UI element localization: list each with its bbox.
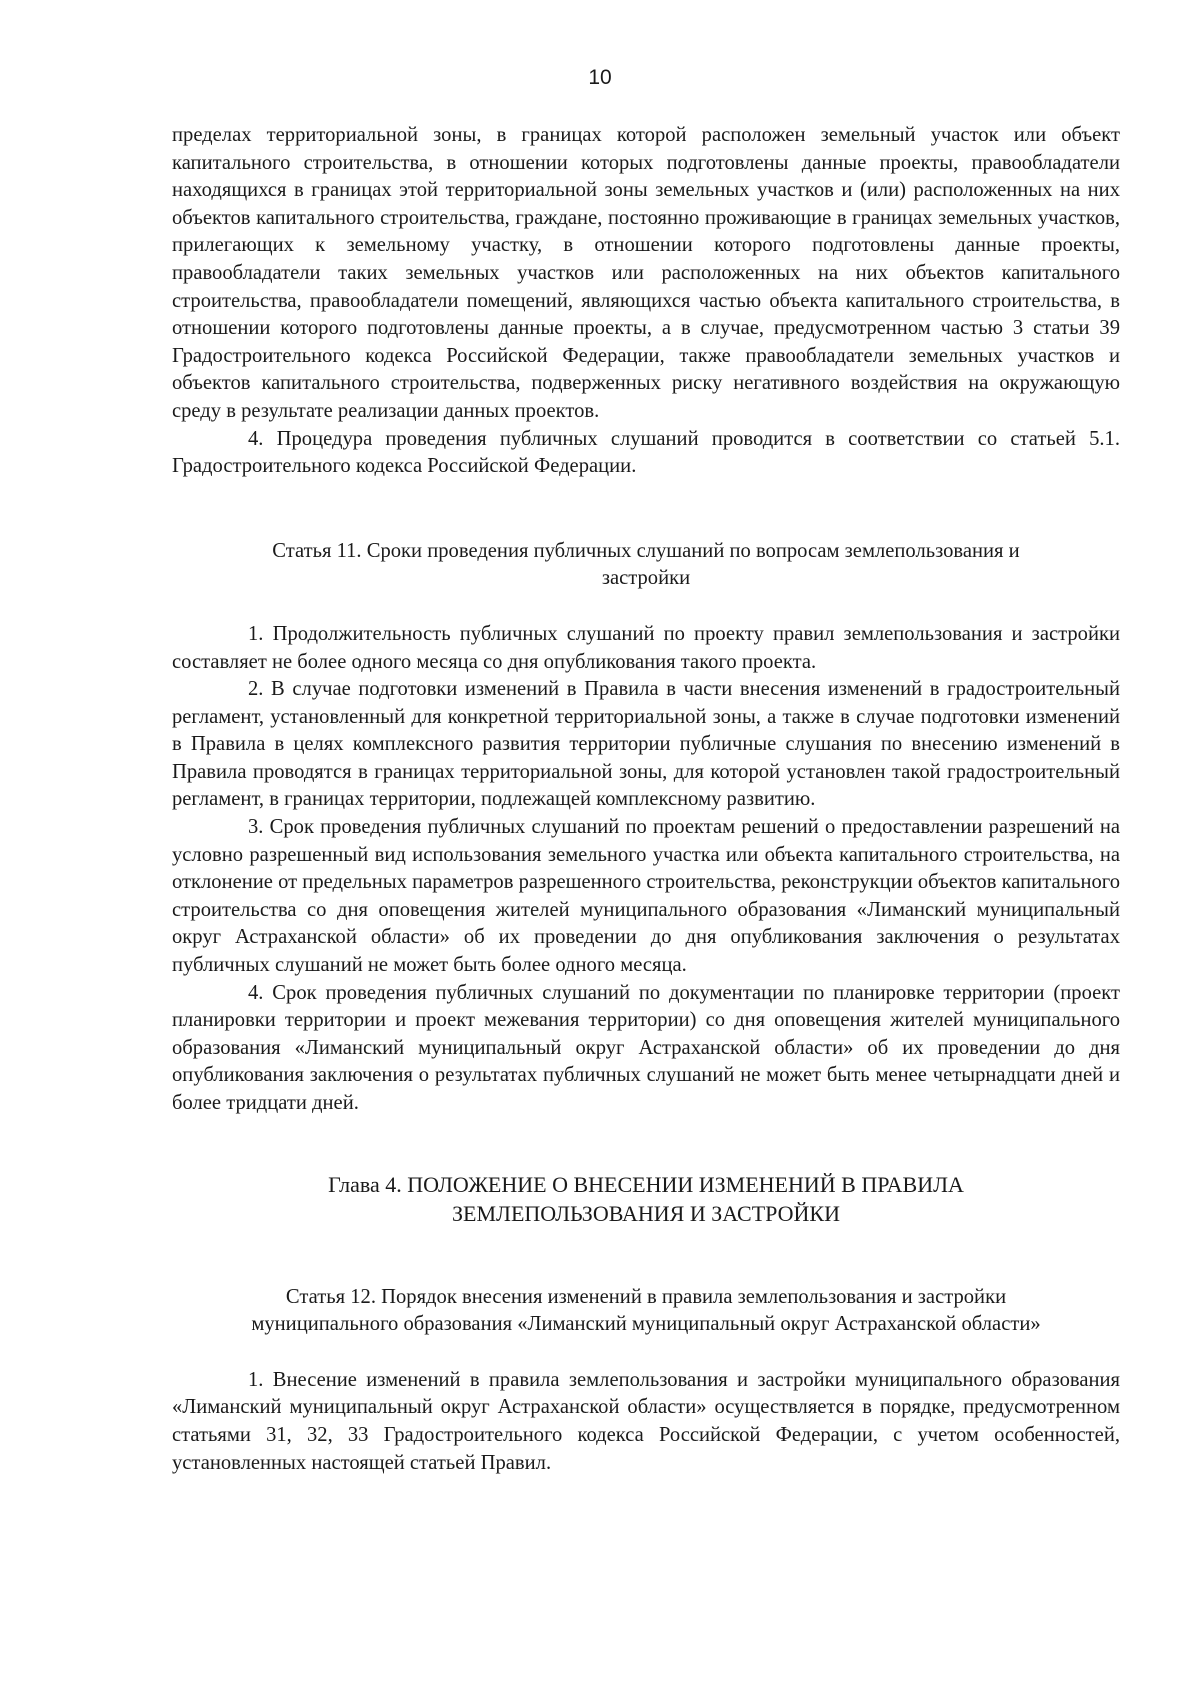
article-11-heading — [172, 538, 1120, 593]
article-11-paragraph-4: 4. Срок проведения публичных слушаний по документации по планировке территории (проект планировки территории и проект межевания территории) со дня оповещения жителей муниципального образования «Лиманский муниципальный округ Астраханской области» об их проведении до дня опубликования заключения о результатах публичных слушаний не может быть менее четырнадцати дней и более тридцати дней. — [172, 981, 1120, 1114]
document-body — [172, 122, 1120, 1477]
article-11-paragraph-1: 1. Продолжительность публичных слушаний по проекту правил землепользования и застройки составляет не более одного месяца со дня опубликования такого проекта. — [172, 622, 1120, 673]
article-12-heading-line2: муниципального образования «Лиманский муниципальный округ Астраханской области» — [251, 1313, 1041, 1336]
article-12-body — [172, 1367, 1120, 1477]
article-12-heading — [172, 1284, 1120, 1339]
article-11-heading-line1: Статья 11. Сроки проведения публичных слушаний по вопросам землепользования и — [272, 539, 1020, 562]
article-11-heading-line2: застройки — [601, 567, 691, 590]
chapter-4-heading-line2: ЗЕМЛЕПОЛЬЗОВАНИЯ И ЗАСТРОЙКИ — [452, 1200, 840, 1226]
page-number: 10 — [588, 66, 612, 89]
article-11-body — [172, 621, 1120, 1118]
paragraph-item-4: 4. Процедура проведения публичных слушаний проводится в соответствии со статьей 5.1. Градостроительного кодекса Российской Федерации. — [172, 427, 1120, 478]
chapter-4-heading-line1: Глава 4. ПОЛОЖЕНИЕ О ВНЕСЕНИИ ИЗМЕНЕНИЙ В ПРАВИЛА — [328, 1171, 964, 1197]
article-11-paragraph-2: 2. В случае подготовки изменений в Правила в части внесения изменений в градостроительный регламент, установленный для конкретной территориальной зоны, а также в случае подготовки изменений в Правила в целях комплексного развития территории публичные слушания по внесению изменений в Правила проводятся в границах территориальной зоны, для которой установлен такой градостроительный регламент, в границах территории, подлежащей комплексному развитию. — [172, 678, 1120, 811]
article-11-paragraph-3: 3. Срок проведения публичных слушаний по проектам решений о предоставлении разрешений на условно разрешенный вид использования земельного участка или объекта капитального строительства, на отклонение от предельных параметров разрешенного строительства, реконструкции объектов капитального строительства со дня оповещения жителей муниципального образования «Лиманский муниципальный округ Астраханской области» об их проведении до дня опубликования заключения о результатах публичных слушаний не может быть более одного месяца. — [172, 816, 1120, 977]
continuation-paragraph: пределах территориальной зоны, в границах которой расположен земельный участок или объект капитального строительства, в отношении которых подготовлены данные проекты, правообладатели находящихся в границах этой территориальной зоны земельных участков и (или) расположенных на них объектов капитального строительства, граждане, постоянно проживающие в границах земельных участков, прилегающих к земельному участку, в отношении которого подготовлены данные проекты, правообладатели таких земельных участков или расположенных на них объектов капитального строительства, правообладатели помещений, являющихся частью объекта капитального строительства, в отношении которого подготовлены данные проекты, а в случае, предусмотренном частью 3 статьи 39 Градостроительного кодекса Российской Федерации, также правообладатели земельных участков и объектов капитального строительства, подверженных риску негативного воздействия на окружающую среду в результате реализации данных проектов. — [172, 124, 1120, 422]
article-12-paragraph-1: 1. Внесение изменений в правила землепользования и застройки муниципального образования «Лиманский муниципальный округ Астраханской области» осуществляется в порядке, предусмотренном статьями 31, 32, 33 Градостроительного кодекса Российской Федерации, с учетом особенностей, установленных настоящей статьей Правил. — [172, 1368, 1120, 1474]
chapter-4-heading — [172, 1170, 1120, 1228]
article-12-heading-line1: Статья 12. Порядок внесения изменений в правила землепользования и застройки — [285, 1285, 1007, 1308]
